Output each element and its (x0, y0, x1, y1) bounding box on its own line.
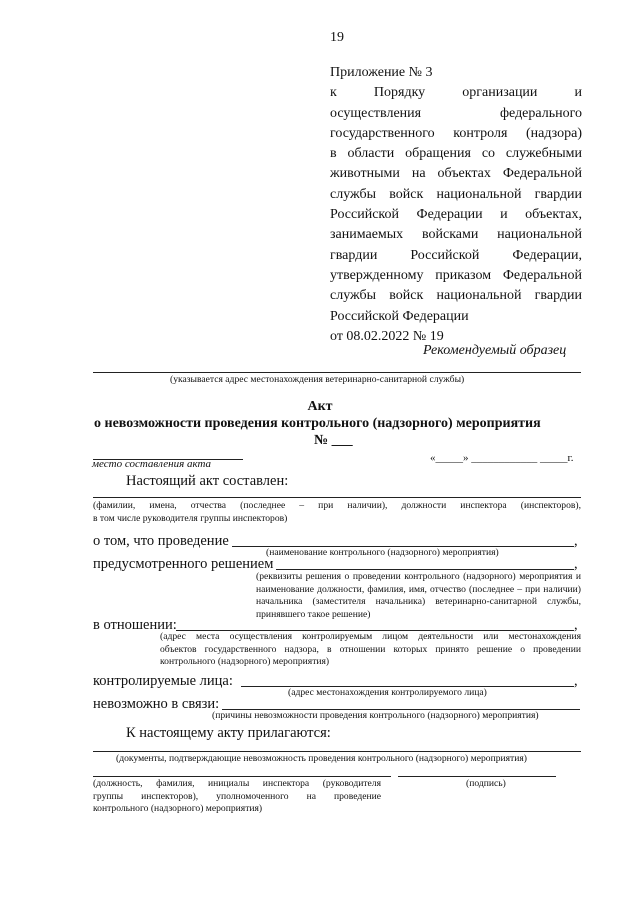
decision-caption (256, 571, 581, 621)
decision-comma: , (574, 556, 578, 572)
regarding-comma: , (574, 617, 578, 633)
place-label: место составления акта (92, 458, 212, 470)
position-caption-line: (должность, фамилия, инициалы инспектора (руководителя (93, 778, 381, 789)
inspectors-caption-line: (фамилии, имена, отчества (последнее – при наличии), должности инспектора (инспекторов), (93, 500, 581, 511)
annex-line: от 08.02.2022 № 19 (330, 328, 444, 344)
decision-caption-line: начальника (заместителя начальника) ветеринарно-санитарной службы, (256, 596, 581, 607)
page-number: 19 (330, 30, 344, 45)
position-caption-line: контрольного (надзорного) мероприятия) (93, 803, 263, 814)
annex-line: службы войск национальной гвардии (330, 186, 582, 202)
inspectors-fill-line (93, 497, 581, 498)
position-caption (93, 778, 381, 816)
act-number: № ___ (314, 433, 353, 448)
signature-fill-line (398, 776, 556, 777)
impossible-caption: (причины невозможности проведения контрольного (надзорного) мероприятия) (212, 710, 539, 721)
address-fill-line (93, 372, 581, 373)
annex-line: в области обращения со служебными (330, 146, 582, 162)
impossible-label: невозможно в связи: (93, 696, 220, 712)
decision-caption-line: наименование должности, фамилия, имя, отчество (последнее – при наличии) (256, 583, 581, 595)
regarding-caption-line: объектов государственного надзора, в отношении которых принято решение о проведении (160, 643, 581, 655)
attached-fill-line (93, 751, 581, 752)
decision-caption-line: принявшего такое решение) (256, 608, 371, 620)
conduct-caption: (наименование контрольного (надзорного) мероприятия) (266, 547, 499, 558)
controlled-label: контролируемые лица: (93, 673, 233, 689)
annex-line: службы войск национальной гвардии (330, 288, 582, 304)
address-caption: (указывается адрес местонахождения ветеринарно-санитарной службы) (170, 374, 465, 385)
attached-label: К настоящему акту прилагаются: (126, 725, 331, 741)
position-caption-line: группы инспекторов), уполномоченного на проведение (93, 790, 381, 802)
regarding-caption-line: контрольного (надзорного) мероприятия) (160, 656, 330, 667)
act-subtitle: о невозможности проведения контрольного (надзорного) мероприятия (94, 416, 541, 431)
annex-line: Российской Федерации и объектах, (330, 207, 582, 223)
controlled-caption: (адрес местонахождения контролируемого лица) (288, 687, 487, 698)
inspectors-caption-line: в том числе руководителя группы инспекторов) (93, 512, 288, 524)
annex-line: Приложение № 3 (330, 65, 433, 80)
annex-header (330, 63, 582, 347)
annex-line: занимаемых войсками национальной (330, 227, 582, 243)
act-compiled-label: Настоящий акт составлен: (126, 473, 289, 489)
controlled-comma: , (574, 673, 578, 689)
recommended-sample-label: Рекомендуемый образец (423, 343, 567, 358)
regarding-caption-line: (адрес места осуществления контролируемым лицом деятельности или местонахождения (160, 631, 581, 642)
annex-line: Российской Федерации (330, 308, 469, 324)
attached-caption: (документы, подтверждающие невозможность проведения контрольного (надзорного) мероприятия) (116, 753, 527, 764)
date-field: «_____» ____________ _____г. (430, 452, 574, 464)
annex-line: осуществления федерального (330, 105, 582, 121)
decision-label: предусмотренного решением (93, 556, 274, 572)
signature-caption: (подпись) (466, 778, 506, 789)
position-fill-line (93, 776, 391, 777)
conduct-comma: , (574, 533, 578, 549)
annex-line: государственного контроля (надзора) (330, 125, 582, 141)
annex-line: к Порядку организации и (330, 85, 582, 101)
annex-line: гвардии Российской Федерации, (330, 247, 582, 263)
decision-fill-line (276, 569, 574, 570)
regarding-caption (160, 631, 581, 669)
regarding-label: в отношении: (93, 617, 177, 633)
act-title: Акт (307, 399, 333, 414)
inspectors-caption (93, 500, 581, 525)
conduct-label: о том, что проведение (93, 533, 229, 549)
decision-caption-line: (реквизиты решения о проведении контрольного (надзорного) мероприятия и (256, 571, 581, 582)
annex-line: животными на объектах Федеральной (330, 166, 582, 182)
annex-line: утвержденному приказом Федеральной (330, 267, 582, 283)
